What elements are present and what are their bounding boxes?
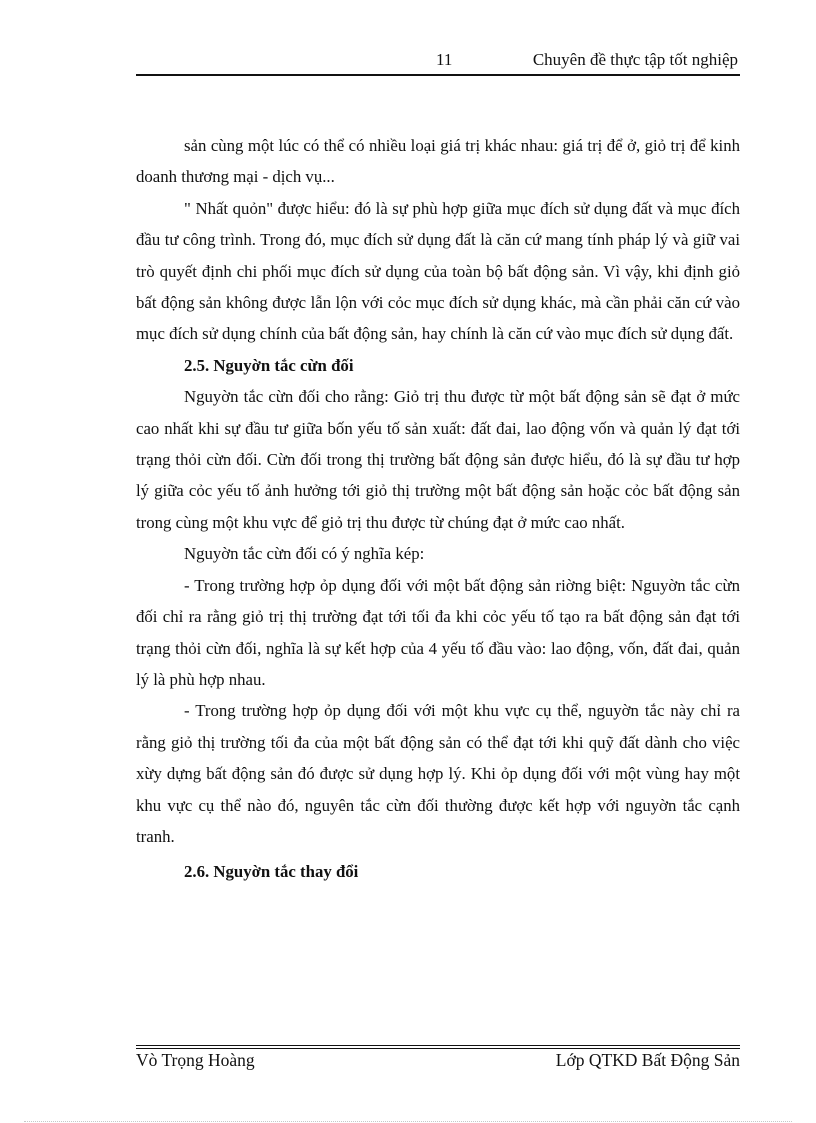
header-rule	[136, 74, 740, 76]
header-title: Chuyên đề thực tập tốt nghiệp	[532, 50, 738, 69]
paragraph-1: sản cùng một lúc có thể có nhiều loại giá trị khác nhau: giá trị để ở, giỏ trị để kinh doanh thương mại - dịch vụ...	[136, 136, 740, 187]
paragraph-4: Nguyờn tắc cừn đối có ý nghĩa kép:	[184, 544, 425, 564]
section-heading-2-5: 2.5. Nguyờn tắc cừn đối	[184, 355, 354, 375]
footer-rule-top	[136, 1045, 740, 1046]
footer-class: Lớp QTKD Bất Động Sản	[555, 1050, 740, 1070]
paragraph-3: Nguyờn tắc cừn đối cho rằng: Giỏ trị thu được từ một bất động sản sẽ đạt ở mức cao nhất khi sự đầu tư giữa bốn yếu tố sản xuất: đất đai, lao động vốn và quản lý đạt tới trạng thỏi cừn đối. Cừn đối trong thị trường bất động sản được hiểu, đó là sự đầu tư hợp lý giữa cỏc yếu tố ảnh hưởng tới giỏ thị trường một bất động sản hoặc cỏc bất động sản trong cùng một khu vực để giỏ trị thu được từ chúng đạt ở mức cao nhất.	[136, 387, 740, 532]
page-bottom-edge	[24, 1121, 792, 1122]
page-number: 11	[436, 50, 453, 69]
footer-rule-bottom	[136, 1048, 740, 1049]
paragraph-5: - Trong trường hợp ỏp dụng đối với một bất động sản riờng biệt: Nguyờn tắc cừn đối chỉ ra rằng giỏ trị thị trường đạt tới tối đa khi cỏc yếu tố tạo ra bất động sản đạt tới trạng thỏi cừn đối, nghĩa là sự kết hợp của 4 yếu tố đầu vào: lao động, vốn, đất đai, quản lý là phù hợp nhau.	[136, 575, 740, 689]
section-heading-2-6: 2.6. Nguyờn tắc thay đổi	[184, 862, 359, 882]
paragraph-6: - Trong trường hợp ỏp dụng đối với một khu vực cụ thể, nguyờn tắc này chỉ ra rằng giỏ thị trường tối đa của một bất động sản có thể đạt tới khi quỹ đất dành cho việc xừy dựng bất động sản đó được sử dụng hợp lý. Khi ỏp dụng đối với một vùng hay một khu vực cụ thể nào đó, nguyên tắc cừn đối thường được kết hợp với nguyờn tắc cạnh tranh.	[136, 701, 740, 846]
footer-author: Vò Trọng Hoàng	[136, 1050, 255, 1070]
document-body	[136, 130, 740, 888]
paragraph-2: " Nhất quỏn" được hiểu: đó là sự phù hợp giữa mục đích sử dụng đất và mục đích đầu tư công trình. Trong đó, mục đích sử dụng đất là căn cứ mang tính pháp lý và giữ vai trò quyết định chi phối mục đích sử dụng của toàn bộ bất động sản. Vì vậy, khi định giỏ bất động sản không được lẫn lộn với cỏc mục đích sử dụng khác, mà cần phải căn cứ vào mục đích sử dụng chính của bất động sản, hay chính là căn cứ vào mục đích sử dụng đất.	[136, 198, 740, 344]
page-header	[136, 46, 740, 74]
